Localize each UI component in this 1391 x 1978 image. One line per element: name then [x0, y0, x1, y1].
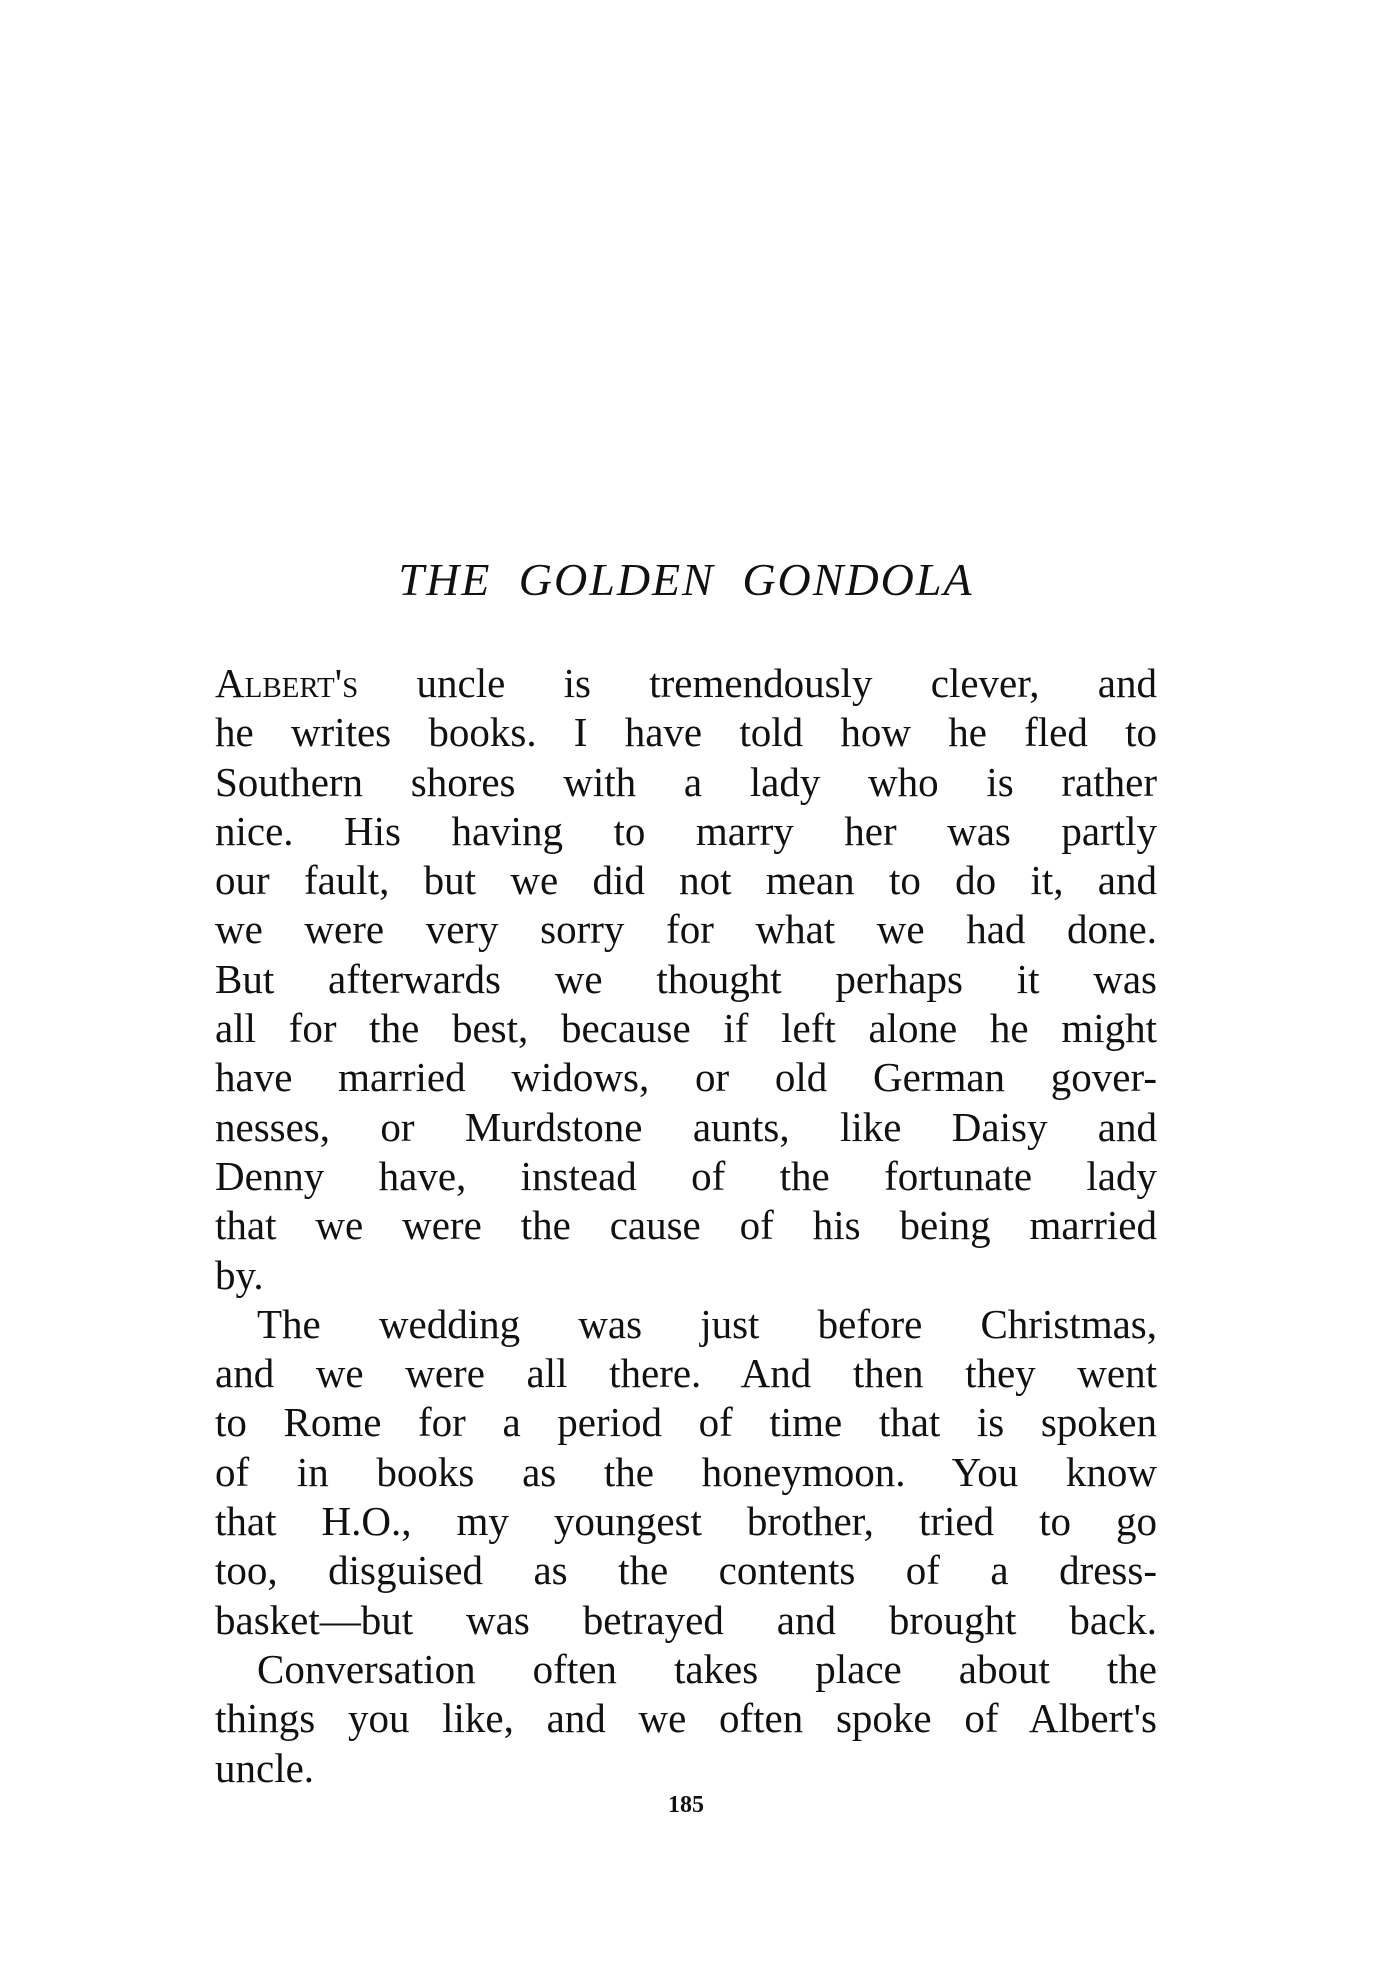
text-line: Albert's uncle is tremendously clever, and — [215, 660, 1157, 706]
text-line: that we were the cause of his being married — [215, 1202, 1157, 1249]
text-line: nice. His having to marry her was partly — [215, 807, 1157, 854]
text-line: too, disguised as the contents of a dress- — [215, 1547, 1157, 1594]
text-line: he writes books. I have told how he fled to — [215, 709, 1157, 756]
text-line: by. — [215, 1251, 264, 1298]
text-line: and we were all there. And then they went — [215, 1350, 1157, 1397]
text-line: that H.O., my youngest brother, tried to go — [215, 1498, 1157, 1545]
text-line: of in books as the honeymoon. You know — [215, 1448, 1157, 1495]
text-line: all for the best, because if left alone he might — [215, 1005, 1157, 1052]
text-line: Conversation often takes place about the — [257, 1645, 1157, 1692]
text-line: But afterwards we thought perhaps it was — [215, 955, 1157, 1002]
text-line: have married widows, or old German gover- — [215, 1054, 1157, 1101]
text-line: we were very sorry for what we had done. — [215, 906, 1157, 953]
text-line: The wedding was just before Christmas, — [257, 1300, 1157, 1347]
text-line: our fault, but we did not mean to do it, and — [215, 857, 1157, 904]
text-line: Southern shores with a lady who is rather — [215, 758, 1157, 805]
text-line: to Rome for a period of time that is spoken — [215, 1399, 1157, 1446]
text-line: Denny have, instead of the fortunate lady — [215, 1152, 1157, 1199]
text-line: basket—but was betrayed and brought back. — [215, 1596, 1157, 1643]
drop-word: Albert's — [215, 660, 359, 706]
text-line: nesses, or Murdstone aunts, like Daisy and — [215, 1103, 1157, 1150]
page-number: 185 — [668, 1792, 704, 1818]
text-line: uncle. — [215, 1744, 315, 1791]
body-text — [215, 659, 1157, 1793]
chapter-title: THE GOLDEN GONDOLA — [398, 554, 974, 605]
text-line: things you like, and we often spoke of Albert's — [215, 1695, 1157, 1742]
